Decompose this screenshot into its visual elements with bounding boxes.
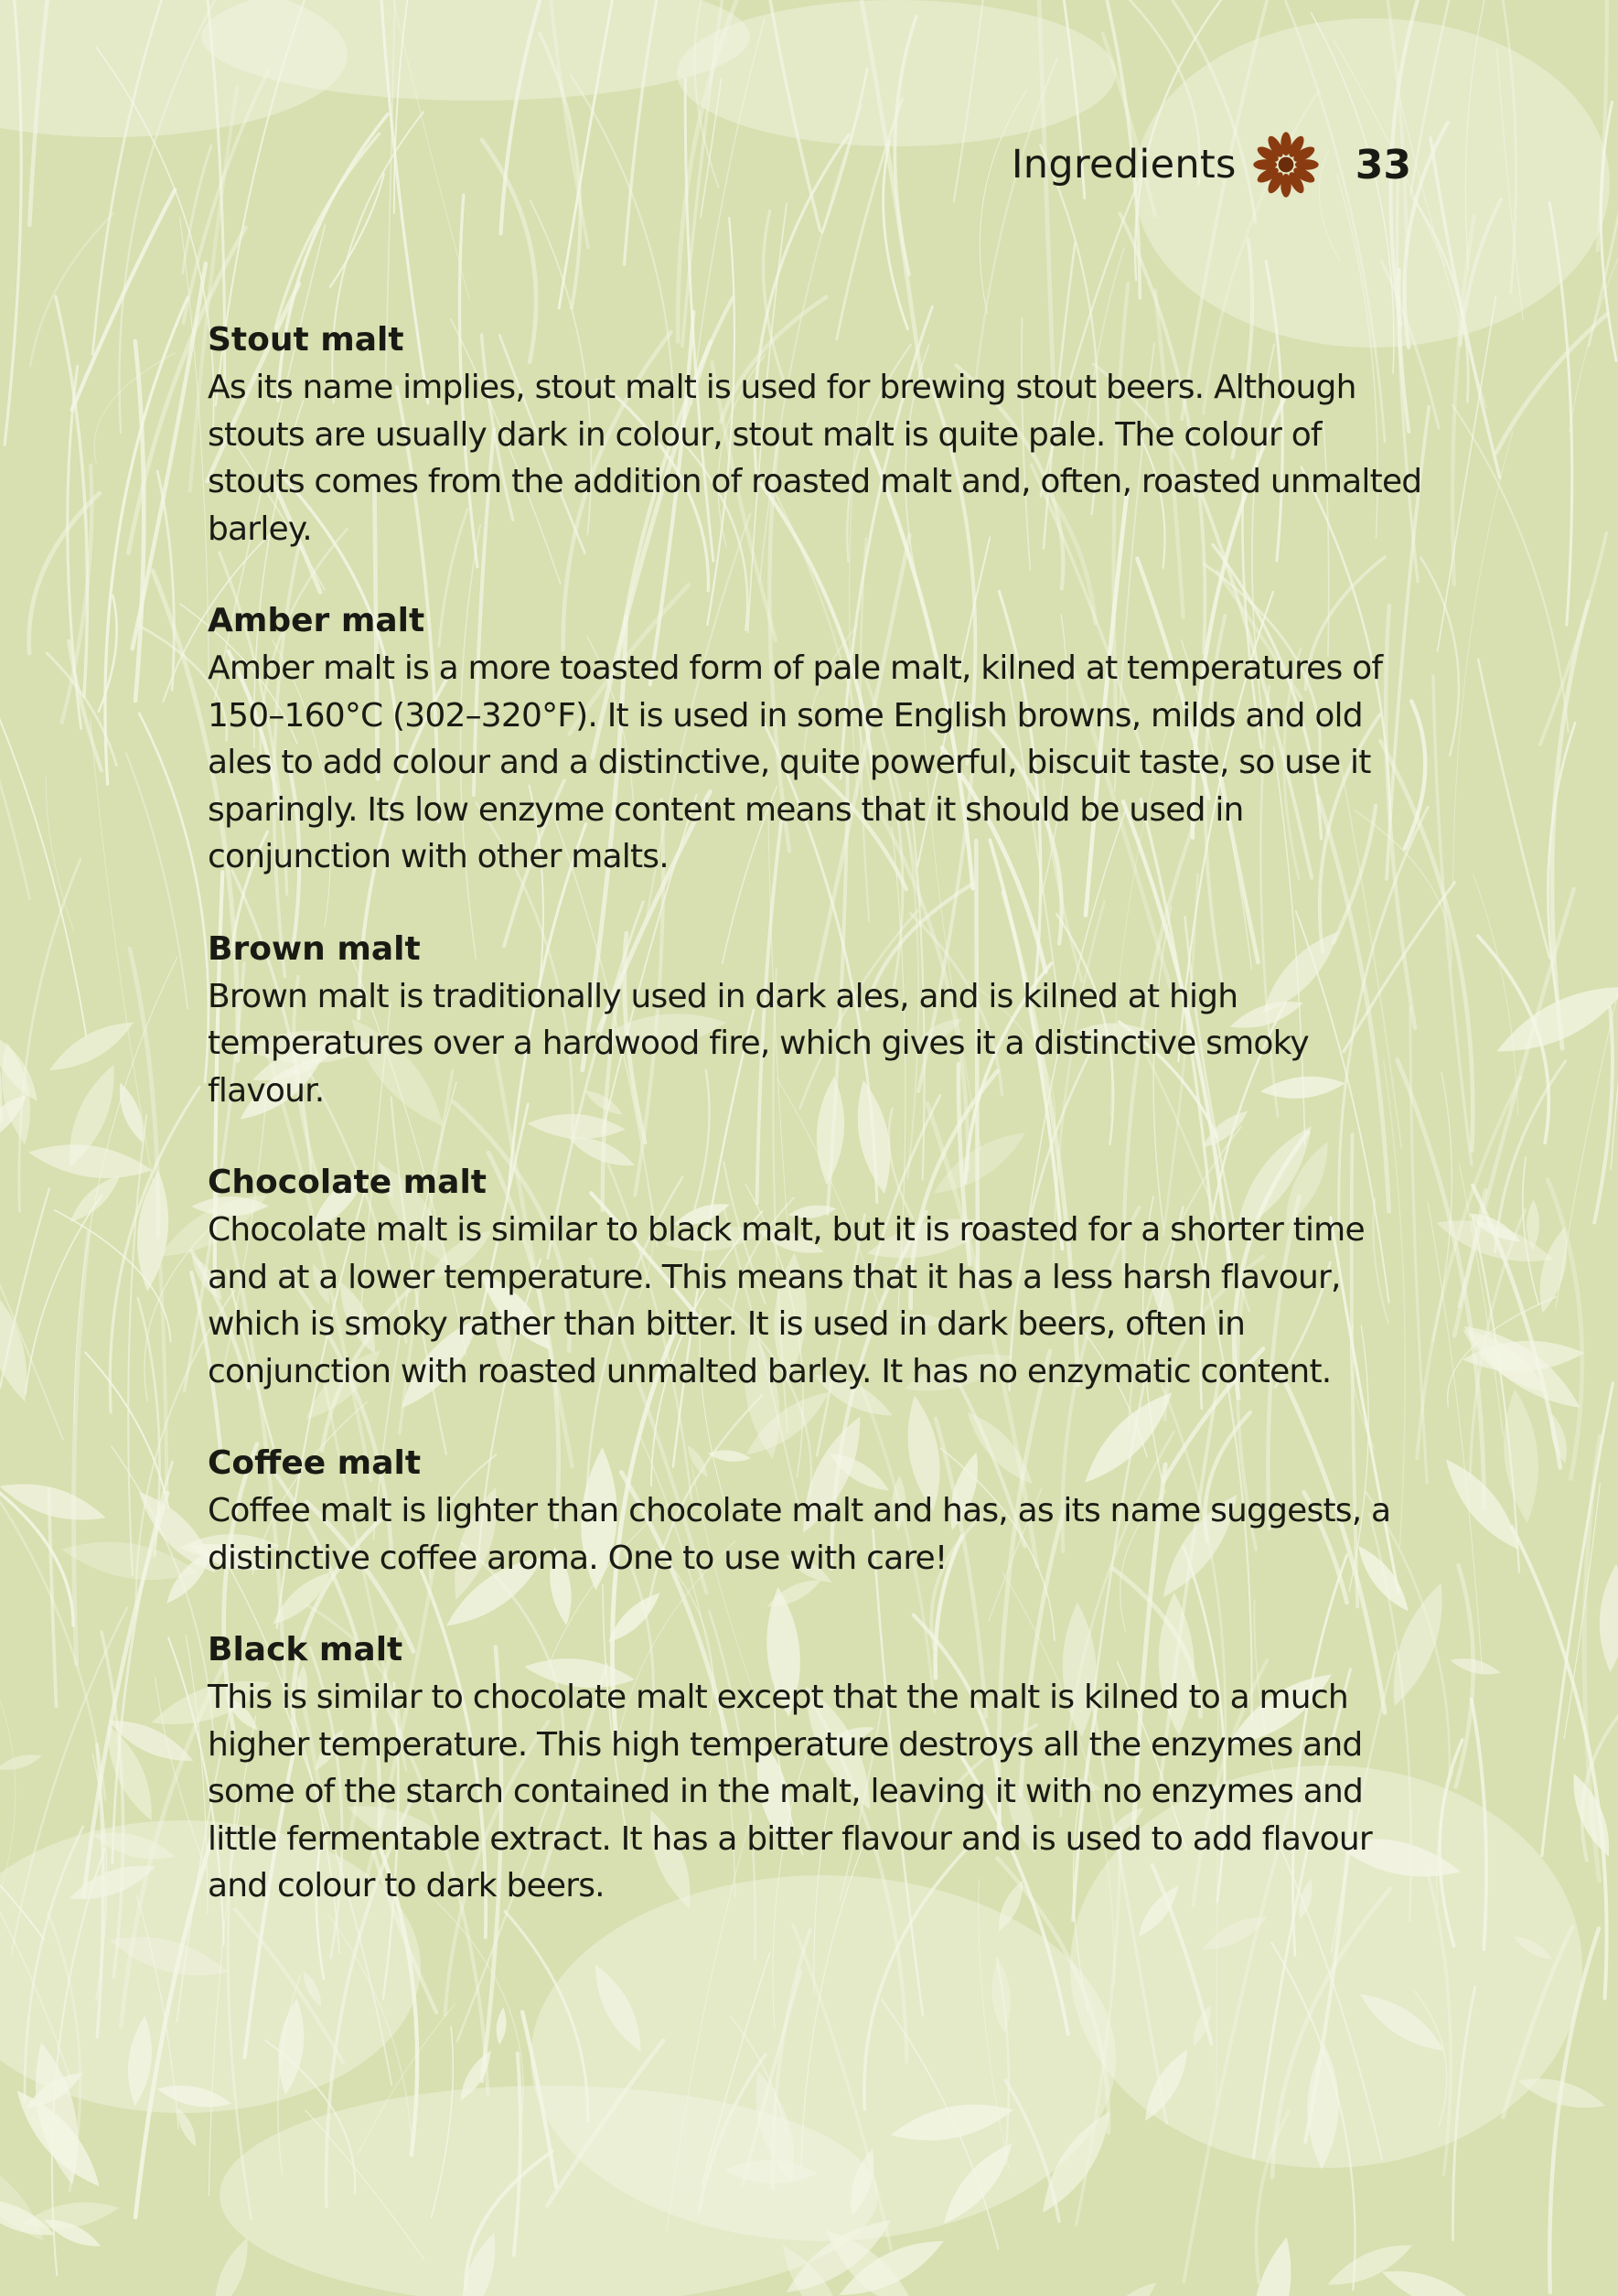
entry-body: Coffee malt is lighter than chocolate malt and has, as its name suggests, a distinctive coffee aroma. One to use with care! xyxy=(208,1492,1391,1577)
entry-body: Chocolate malt is similar to black malt, but it is roasted for a shorter time and at a lower temperature. This means that it has a less harsh flavour, which is smoky rather than bitter. It is used in dark beers, often in conjunction with roasted unmalted barley. It has no enzymatic content. xyxy=(208,1211,1365,1390)
entry-heading: Stout malt xyxy=(208,321,404,359)
entry-heading: Chocolate malt xyxy=(208,1164,487,1201)
entry-chocolate-malt xyxy=(208,1159,1424,1395)
entry-stout-malt xyxy=(208,317,1424,553)
entry-coffee-malt xyxy=(208,1440,1424,1582)
entry-body: This is similar to chocolate malt except that the malt is kilned to a much higher temperature. This high temperature destroys all the enzymes and some of the starch contained in the malt, leaving it with no enzymes and little fermentable extract. It has a bitter flavour and is used to add flavour and colour to dark beers. xyxy=(208,1679,1372,1904)
flower-icon xyxy=(1251,130,1321,199)
main-text xyxy=(208,317,1424,1955)
entry-brown-malt xyxy=(208,926,1424,1115)
entry-heading: Black malt xyxy=(208,1631,403,1668)
entry-heading: Brown malt xyxy=(208,929,421,968)
entry-body: Brown malt is traditionally used in dark ales, and is kilned at high temperatures over a hardwood fire, which gives it a distinctive smoky flavour. xyxy=(208,977,1309,1110)
entry-heading: Coffee malt xyxy=(208,1444,422,1482)
entry-amber-malt xyxy=(208,597,1424,881)
page-number: 33 xyxy=(1355,141,1411,188)
section-title: Ingredients xyxy=(1011,142,1237,188)
entry-body: As its name implies, stout malt is used for brewing stout beers. Although stouts are usually dark in colour, stout malt is quite pale. The colour of stouts comes from the addition of roasted malt and, often, roasted unmalted barley. xyxy=(208,369,1422,548)
entry-black-malt xyxy=(208,1626,1424,1910)
running-header xyxy=(1012,130,1411,199)
entry-body: Amber malt is a more toasted form of pale malt, kilned at temperatures of 150–160°C (302–320°F). It is used in some English browns, milds and old ales to add colour and a distinctive, quite powerful, biscuit taste, so use it sparingly. Its low enzyme content means that it should be used in conjunction with other malts. xyxy=(208,649,1383,875)
entry-heading: Amber malt xyxy=(208,602,425,639)
